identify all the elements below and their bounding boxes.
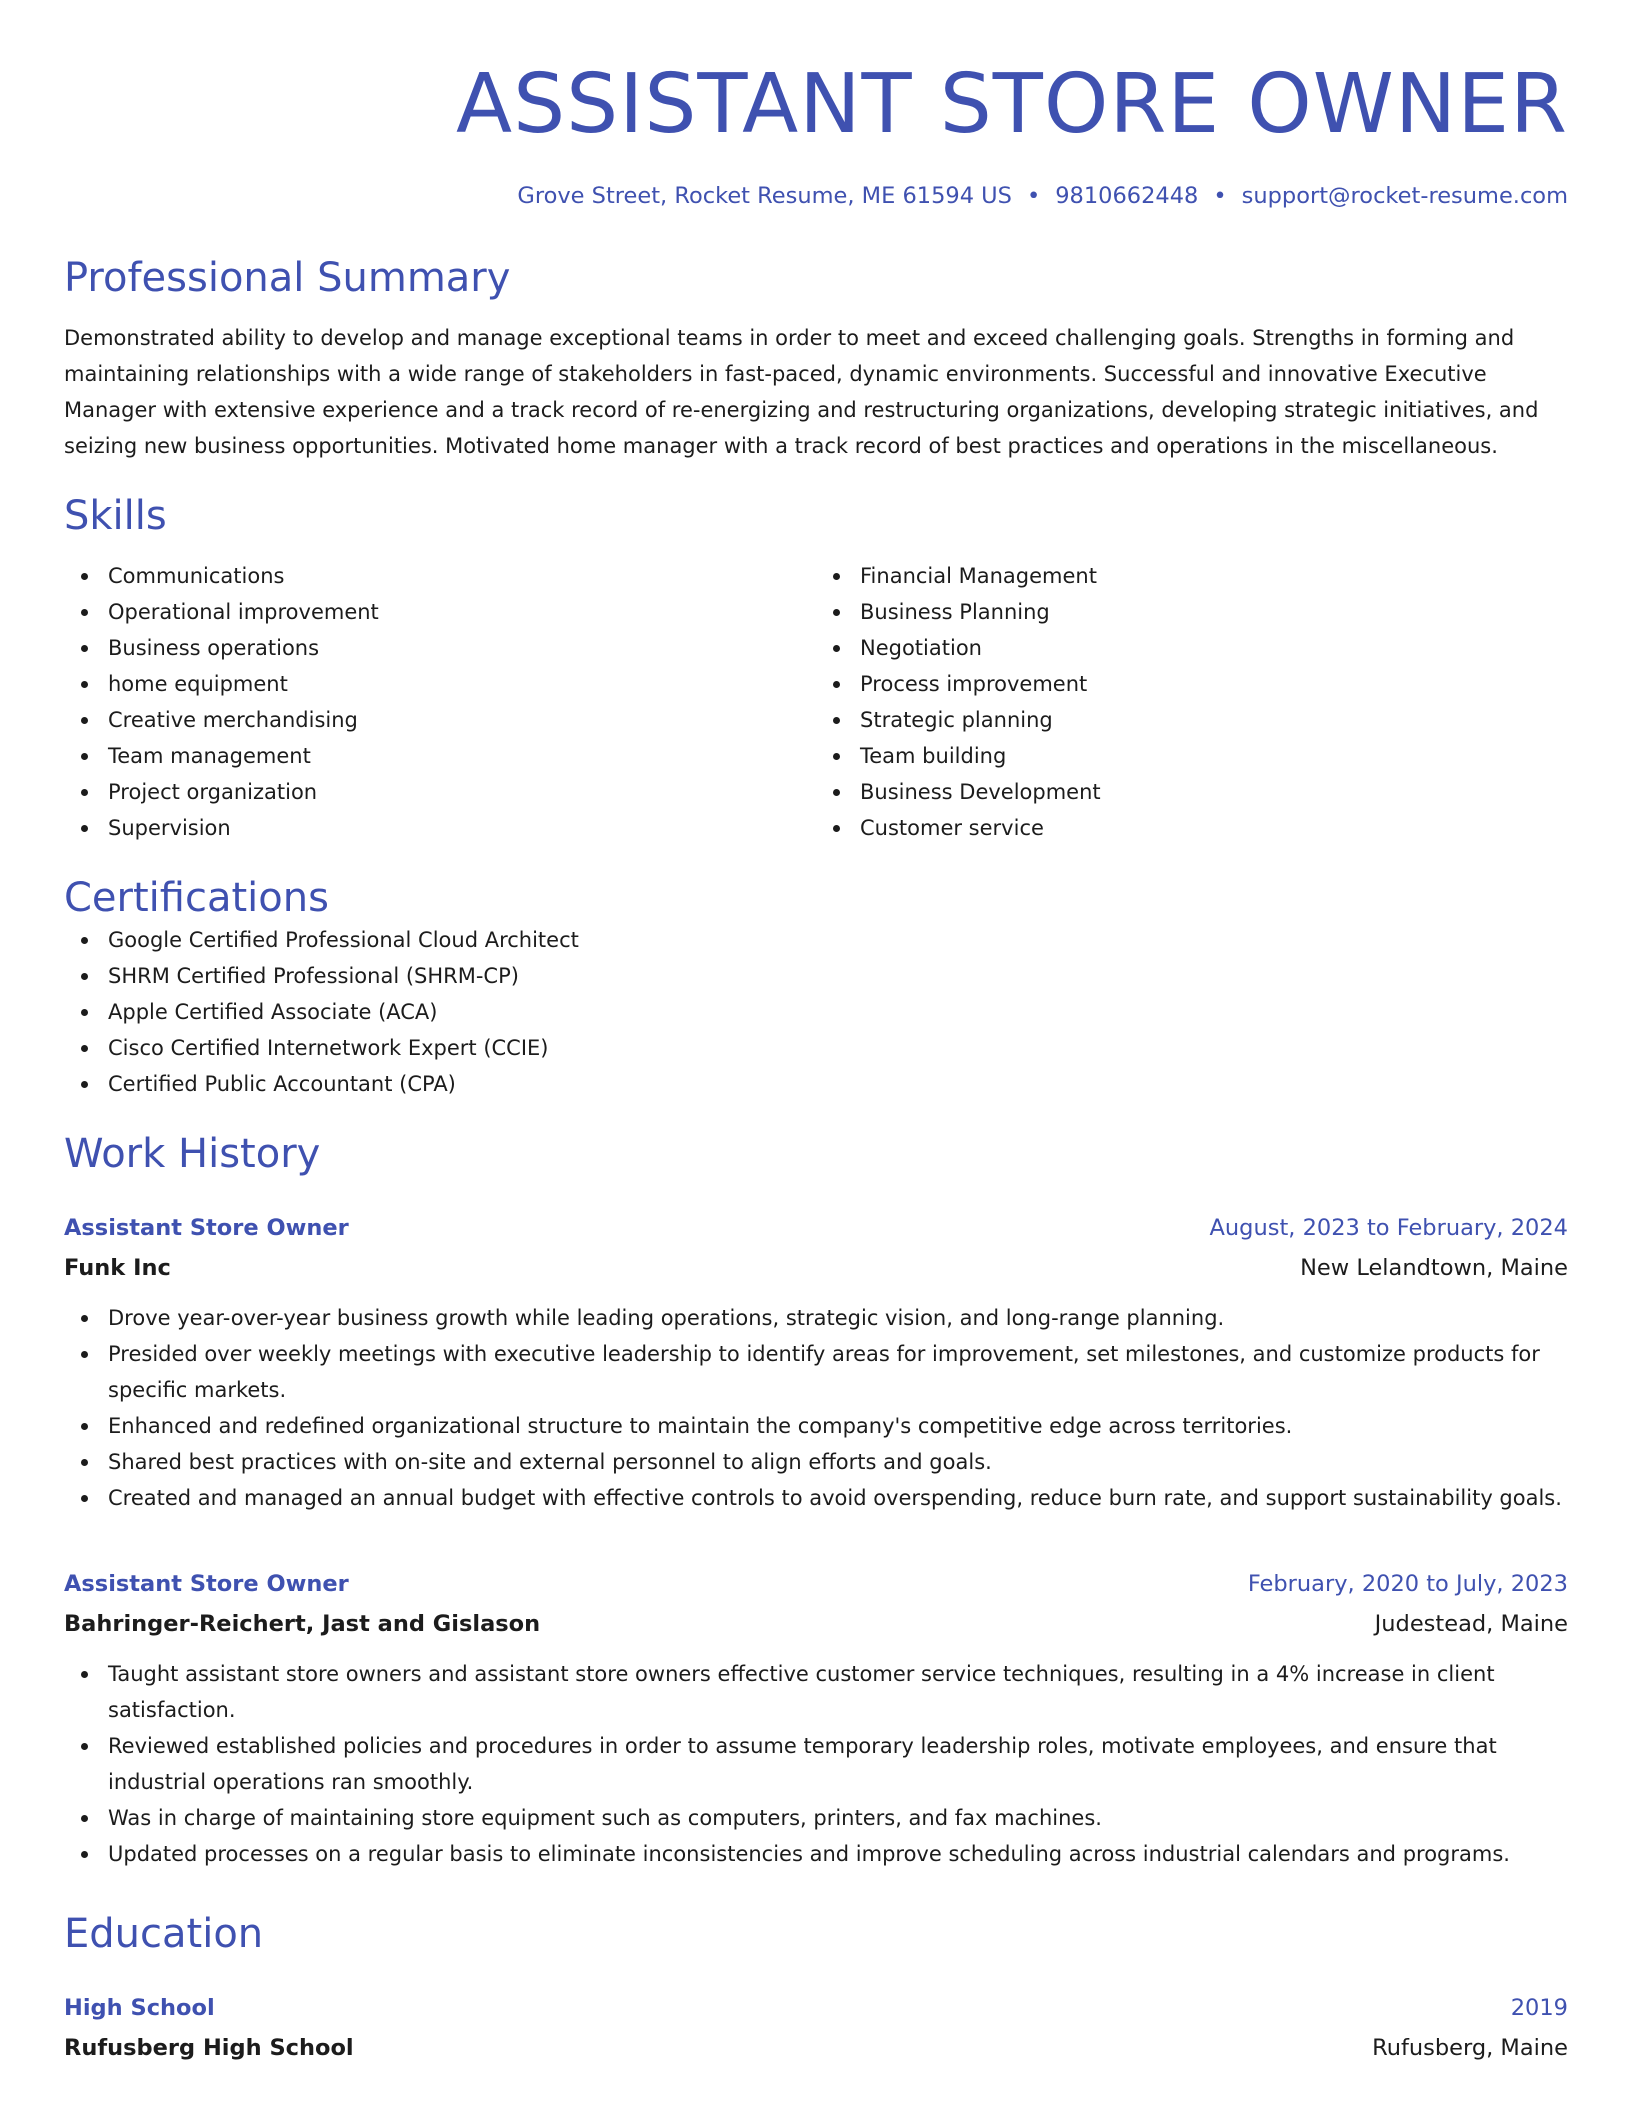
address: Grove Street, Rocket Resume, ME 61594 US	[517, 183, 1012, 210]
school-name: Rufusberg High School	[64, 2034, 354, 2061]
job-bullet: Updated processes on a regular basis to eliminate inconsistencies and improve scheduling across industrial calendars and programs.	[108, 1836, 1568, 1872]
job-entry	[64, 1564, 1568, 1872]
skill-item: Process improvement	[860, 666, 1568, 702]
job-bullets	[64, 1300, 1568, 1516]
skill-item: Communications	[108, 558, 816, 594]
education-school-row	[64, 2028, 1568, 2068]
certification-item: SHRM Certified Professional (SHRM-CP)	[108, 958, 1568, 994]
job-bullet: Created and managed an annual budget with effective controls to avoid overspending, reduce burn rate, and support sustainability goals.	[108, 1480, 1568, 1516]
section-title-summary: Professional Summary	[64, 254, 511, 301]
skill-item: Team management	[108, 738, 816, 774]
section-title-certifications: Certifications	[64, 874, 329, 921]
school-location: Rufusberg, Maine	[1372, 2034, 1568, 2061]
job-location: New Lelandtown, Maine	[1300, 1254, 1568, 1281]
certification-item: Google Certified Professional Cloud Architect	[108, 922, 1568, 958]
contact-line	[64, 182, 1568, 211]
certifications-list	[64, 922, 1568, 1102]
section-title-work-history: Work History	[64, 1130, 321, 1177]
separator-dot: •	[1026, 183, 1041, 210]
section-title-skills: Skills	[64, 492, 167, 539]
skill-item: Creative merchandising	[108, 702, 816, 738]
education-degree-row	[64, 1988, 1568, 2028]
email-link[interactable]: support@rocket-resume.com	[1241, 183, 1568, 210]
phone: 9810662448	[1055, 183, 1199, 210]
certification-item: Cisco Certified Internetwork Expert (CCIE)	[108, 1030, 1568, 1066]
skill-item: Business Planning	[860, 594, 1568, 630]
job-company-row	[64, 1248, 1568, 1288]
skill-item: home equipment	[108, 666, 816, 702]
job-bullet: Shared best practices with on-site and external personnel to align efforts and goals.	[108, 1444, 1568, 1480]
job-bullet: Taught assistant store owners and assistant store owners effective customer service techniques, resulting in a 4% increase in client satisfaction.	[108, 1656, 1568, 1728]
job-location: Judestead, Maine	[1374, 1610, 1568, 1637]
summary-text: Demonstrated ability to develop and manage exceptional teams in order to meet and exceed challenging goals. Strengths in forming and maintaining relationships with a wide range of stakeholders in fast-paced, dynamic environments. Successful and innovative Executive Manager with extensive experience and a track record of re-energizing and restructuring organizations, developing strategic initiatives, and seizing new business opportunities. Motivated home manager with a track record of best practices and operations in the miscellaneous.	[64, 325, 1539, 458]
company-name: Funk Inc	[64, 1254, 171, 1281]
skill-item: Business Development	[860, 774, 1568, 810]
job-title: Assistant Store Owner	[64, 1214, 349, 1241]
skill-item: Negotiation	[860, 630, 1568, 666]
job-company-row	[64, 1604, 1568, 1644]
resume-header	[64, 56, 1568, 212]
job-entry	[64, 1208, 1568, 1516]
job-title-row	[64, 1208, 1568, 1248]
skills-columns	[64, 558, 1568, 846]
job-bullet: Drove year-over-year business growth while leading operations, strategic vision, and long-range planning.	[108, 1300, 1568, 1336]
skill-item: Customer service	[860, 810, 1568, 846]
separator-dot: •	[1213, 183, 1227, 210]
skill-item: Operational improvement	[108, 594, 816, 630]
job-bullets	[64, 1656, 1568, 1872]
job-title-row	[64, 1564, 1568, 1604]
candidate-name: ASSISTANT STORE OWNER	[455, 57, 1568, 152]
job-bullet: Was in charge of maintaining store equipment such as computers, printers, and fax machines.	[108, 1800, 1568, 1836]
job-bullet: Reviewed established policies and procedures in order to assume temporary leadership roles, motivate employees, and ensure that industrial operations ran smoothly.	[108, 1728, 1568, 1800]
skills-list-right	[816, 558, 1568, 846]
graduation-year: 2019	[1510, 1994, 1568, 2021]
skill-item: Supervision	[108, 810, 816, 846]
job-bullet: Enhanced and redefined organizational structure to maintain the company's competitive edge across territories.	[108, 1408, 1568, 1444]
skill-item: Business operations	[108, 630, 816, 666]
company-name: Bahringer-Reichert, Jast and Gislason	[64, 1610, 541, 1637]
job-dates: February, 2020 to July, 2023	[1247, 1570, 1568, 1597]
skill-item: Strategic planning	[860, 702, 1568, 738]
skill-item: Team building	[860, 738, 1568, 774]
skills-list-left	[64, 558, 816, 846]
skill-item: Financial Management	[860, 558, 1568, 594]
education-entry	[64, 1988, 1568, 2068]
job-dates: August, 2023 to February, 2024	[1209, 1214, 1568, 1241]
skill-item: Project organization	[108, 774, 816, 810]
section-title-education: Education	[64, 1910, 264, 1957]
certification-item: Certified Public Accountant (CPA)	[108, 1066, 1568, 1102]
certification-item: Apple Certified Associate (ACA)	[108, 994, 1568, 1030]
degree: High School	[64, 1994, 215, 2021]
job-bullet: Presided over weekly meetings with executive leadership to identify areas for improvement, set milestones, and customize products for specific markets.	[108, 1336, 1568, 1408]
job-title: Assistant Store Owner	[64, 1570, 349, 1597]
